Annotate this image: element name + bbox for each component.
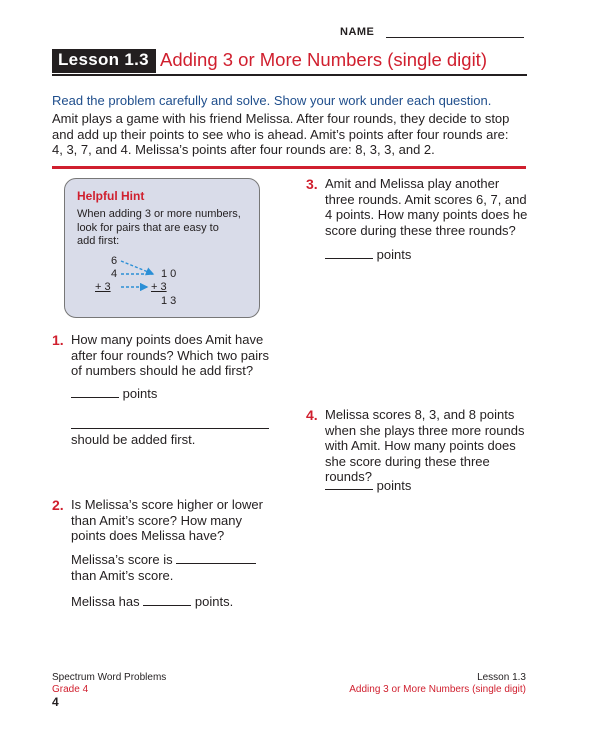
- question-1-points-answer: [71, 386, 157, 401]
- answer-blank[interactable]: [325, 258, 373, 259]
- footer-grade: Grade 4: [52, 684, 89, 695]
- answer-blank[interactable]: [71, 397, 119, 398]
- question-line: Is Melissa’s score higher or lower: [71, 497, 263, 512]
- footer-lesson: Lesson 1.3: [477, 672, 526, 683]
- lesson-label: Lesson 1.3: [52, 49, 156, 73]
- page-number: 4: [52, 695, 59, 709]
- intro-paragraph: [52, 111, 532, 158]
- answer-blank[interactable]: [325, 489, 373, 490]
- question-4-points-answer: [325, 478, 411, 493]
- section-divider: [52, 166, 526, 169]
- footer-left: [52, 672, 166, 708]
- math-result-3: 1 3: [161, 295, 177, 307]
- question-3-points-answer: [325, 247, 411, 262]
- points-label: points: [376, 247, 412, 262]
- name-label: NAME: [340, 26, 375, 38]
- question-line: after four rounds? Which two pairs: [71, 347, 269, 363]
- added-first-label: should be added first.: [71, 432, 196, 447]
- hint-line: look for pairs that are easy to: [77, 221, 219, 234]
- intro-line: 4, 3, 7, and 4. Melissa’s points after four rounds are: 8, 3, 3, and 2.: [52, 142, 435, 157]
- score-label: Melissa’s score is: [71, 552, 173, 567]
- points-label: points: [122, 386, 158, 401]
- than-label: than Amit’s score.: [71, 568, 174, 583]
- math-addend-1: 6: [111, 255, 118, 267]
- lesson-title: Adding 3 or More Numbers (single digit): [160, 49, 487, 70]
- arrows-icon: [65, 179, 261, 319]
- footer-right: [349, 672, 526, 696]
- lesson-rule: [52, 74, 527, 76]
- question-4-text: [325, 407, 535, 485]
- question-1-text: [71, 332, 281, 379]
- question-4-number: 4.: [306, 407, 318, 423]
- question-2-number: 2.: [52, 497, 64, 513]
- math-result-2: + 3: [151, 281, 167, 293]
- footer-book-title: Spectrum Word Problems: [52, 672, 167, 683]
- hint-line: When adding 3 or more numbers,: [77, 208, 241, 220]
- math-addend-2: 4: [111, 268, 118, 280]
- hint-math-example: [65, 179, 261, 319]
- question-line: of numbers should he add first?: [71, 363, 254, 378]
- lesson-header: [52, 49, 527, 77]
- question-line: three rounds. Amit scores 6, 7, and: [325, 191, 527, 207]
- question-line: score during these three rounds?: [325, 222, 516, 238]
- points-label: points: [376, 478, 412, 493]
- question-line: when she plays three more rounds: [325, 422, 525, 438]
- question-line: How many points does Amit have: [71, 332, 264, 347]
- footer-lesson-title: Adding 3 or More Numbers (single digit): [349, 684, 526, 695]
- name-field[interactable]: [340, 22, 530, 44]
- hint-line: add first:: [77, 235, 120, 247]
- math-result-1: 1 0: [161, 268, 177, 280]
- answer-blank[interactable]: [176, 563, 256, 564]
- question-1-pairs-blank[interactable]: [71, 428, 269, 429]
- intro-line: Amit plays a game with his friend Melissa. After four rounds, they decide to stop: [52, 111, 510, 126]
- question-1-number: 1.: [52, 332, 64, 348]
- melissa-score-row: [71, 552, 256, 567]
- question-line: 4 points. How many points does he: [325, 207, 528, 222]
- question-line: than Amit’s score? How many: [71, 512, 242, 528]
- question-3-number: 3.: [306, 176, 318, 192]
- instruction: Read the problem carefully and solve. Show your work under each question.: [52, 93, 492, 108]
- question-line: with Amit. How many points does: [325, 438, 516, 453]
- helpful-hint-box: [64, 178, 260, 318]
- question-line: Amit and Melissa play another: [325, 176, 500, 191]
- question-line: Melissa scores 8, 3, and 8 points: [325, 407, 515, 422]
- question-3-text: [325, 176, 535, 238]
- question-line: she score during these three rounds?: [325, 453, 490, 484]
- points-label: points.: [194, 594, 234, 609]
- melissa-has-row: [71, 594, 233, 609]
- has-label: Melissa has: [71, 594, 140, 609]
- answer-blank[interactable]: [143, 605, 191, 606]
- question-line: points does Melissa have?: [71, 528, 225, 543]
- name-line[interactable]: [386, 37, 524, 38]
- math-addend-3: + 3: [95, 281, 111, 293]
- hint-title: Helpful Hint: [77, 189, 145, 203]
- intro-line: and add up their points to see who is ahead. Amit’s points after four rounds are:: [52, 126, 509, 142]
- question-2-text: [71, 497, 281, 544]
